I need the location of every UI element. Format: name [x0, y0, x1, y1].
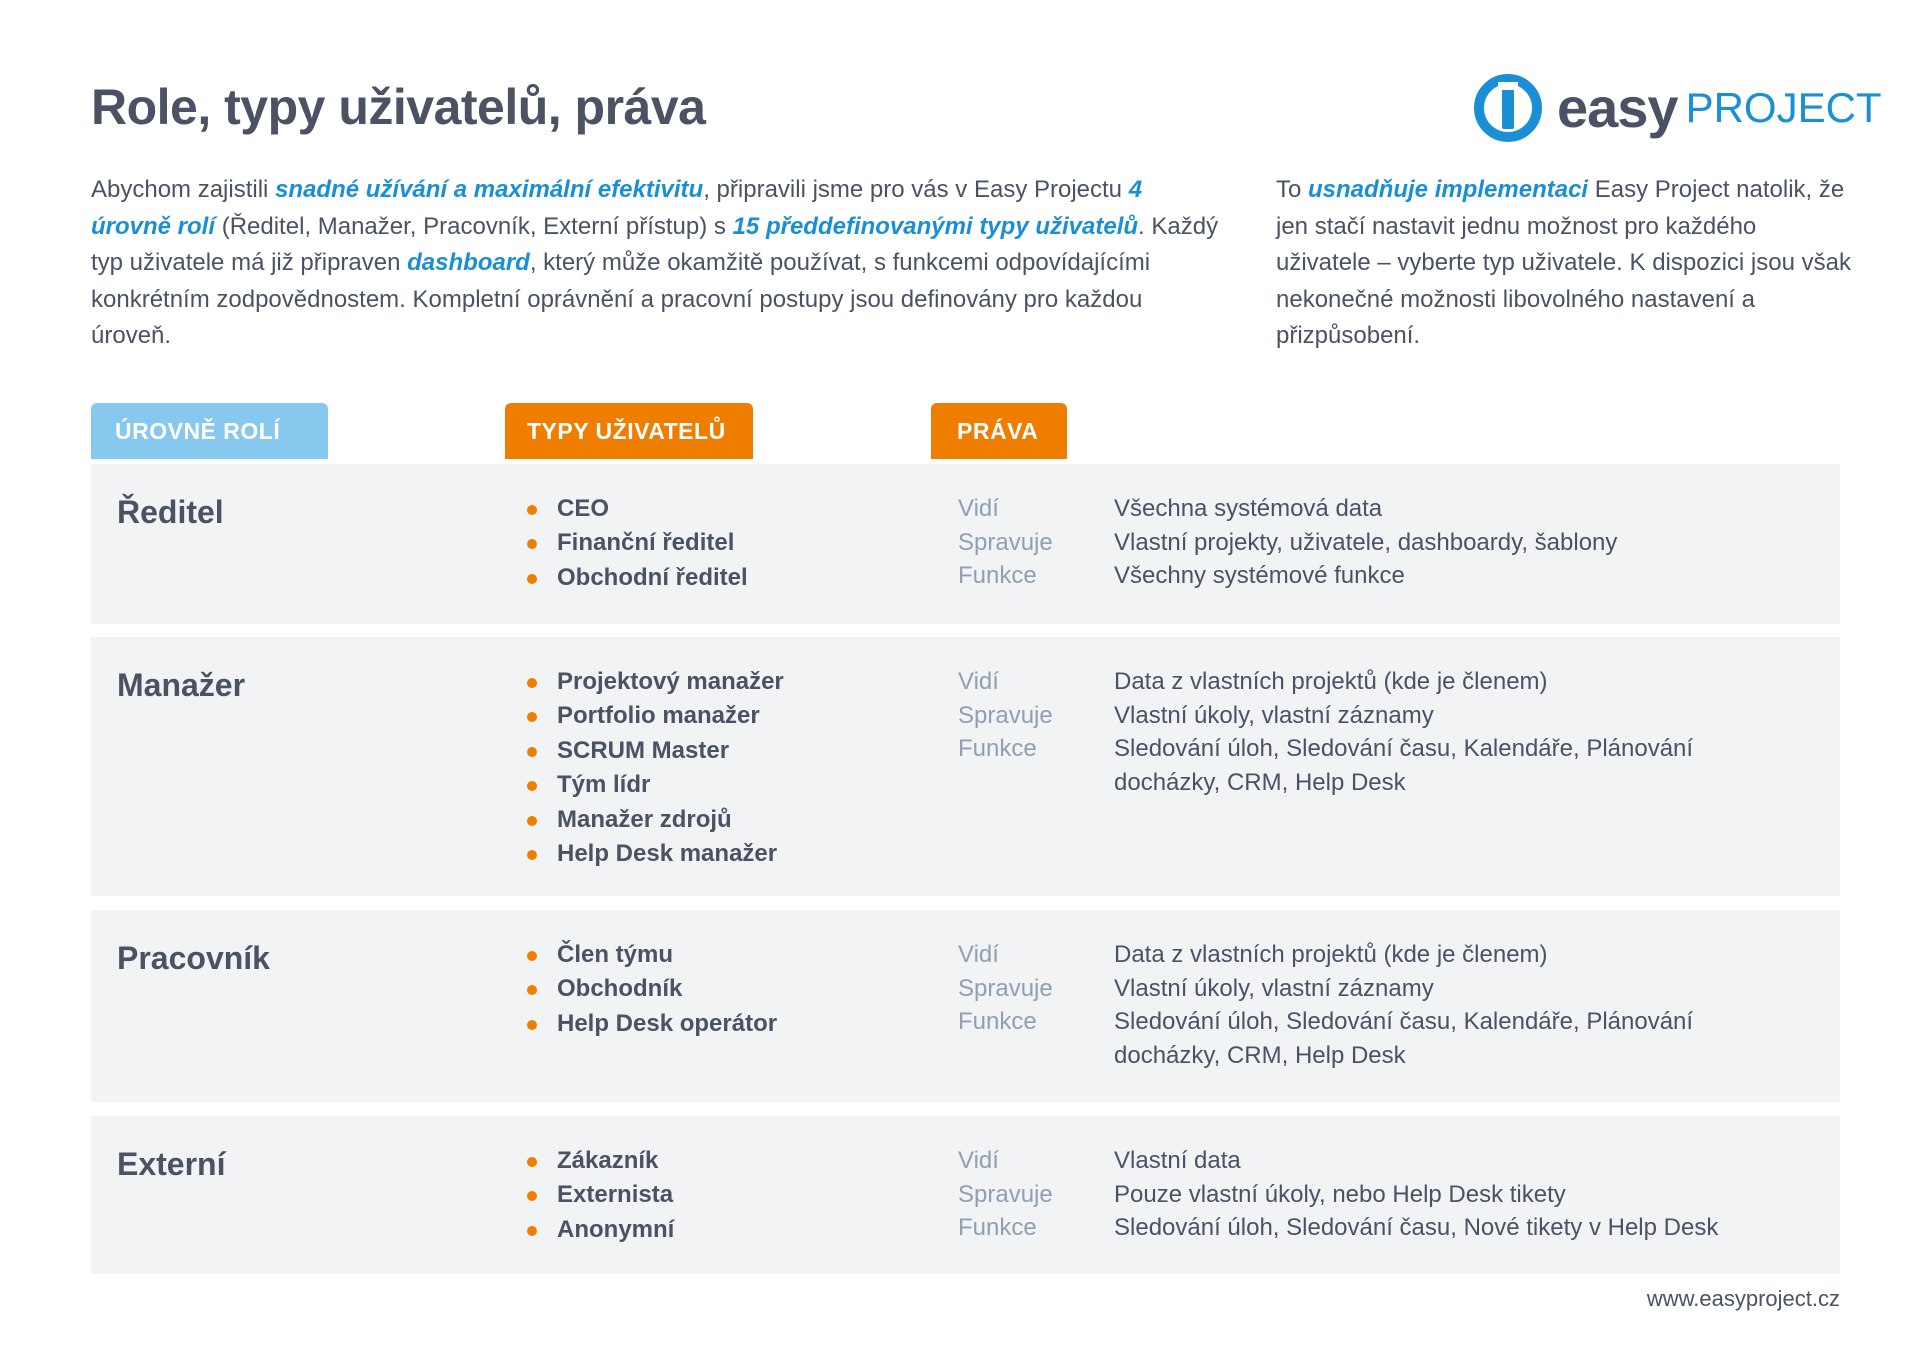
- bullet-icon: [527, 781, 537, 791]
- right-value-functions: Sledování úloh, Sledování času, Kalendáře, Plánování docházky, CRM, Help Desk: [1114, 1008, 1694, 1069]
- bullet-icon: [527, 816, 537, 826]
- rights-block: [958, 665, 1818, 799]
- user-type-item: Člen týmu: [527, 938, 777, 972]
- user-type-item: Help Desk manažer: [527, 837, 784, 871]
- user-type-item: Obchodník: [527, 972, 777, 1006]
- rights-block: [958, 1144, 1818, 1245]
- right-value-sees: Data z vlastních projektů (kde je členem): [1114, 668, 1548, 695]
- role-name: Ředitel: [117, 494, 224, 530]
- highlight-text: dashboard: [407, 249, 530, 276]
- right-value-functions: Sledování úloh, Sledování času, Kalendáře, Plánování docházky, CRM, Help Desk: [1114, 735, 1694, 796]
- user-type-item: Anonymní: [527, 1213, 674, 1247]
- right-label-functions: Funkce: [958, 1008, 1037, 1036]
- right-value-functions: Sledování úloh, Sledování času, Nové tikety v Help Desk: [1114, 1214, 1719, 1242]
- right-label-sees: Vidí: [958, 941, 999, 968]
- page-title: Role, typy uživatelů, práva: [91, 79, 706, 135]
- bullet-icon: [527, 747, 537, 757]
- easy-project-logo: [1473, 70, 1882, 146]
- right-label-manages: Spravuje: [958, 974, 1053, 1002]
- role-row-external: [91, 1116, 1840, 1274]
- right-value-sees: Všechna systémová data: [1114, 495, 1383, 522]
- user-type-item: Manažer zdrojů: [527, 803, 784, 837]
- highlight-text: snadné užívání a maximální efektivitu: [275, 176, 704, 203]
- highlight-text: 15 předdefinovanými typy uživatelů: [732, 212, 1139, 240]
- right-label-manages: Spravuje: [958, 1180, 1053, 1208]
- user-type-item: Tým lídr: [527, 768, 784, 802]
- easy-project-logo-icon: [1473, 73, 1543, 143]
- right-label-functions: Funkce: [958, 1214, 1037, 1242]
- bullet-icon: [527, 574, 537, 584]
- bullet-icon: [527, 712, 537, 722]
- right-label-sees: Vidí: [958, 1147, 999, 1174]
- role-name: Externí: [117, 1146, 226, 1182]
- user-type-item: Obchodní ředitel: [527, 561, 748, 595]
- bullet-icon: [527, 850, 537, 860]
- highlight-text: usnadňuje implementaci: [1308, 176, 1589, 203]
- rights-block: [958, 938, 1818, 1072]
- user-type-list: [527, 1144, 674, 1247]
- right-value-sees: Vlastní data: [1114, 1147, 1241, 1174]
- right-value-manages: Pouze vlastní úkoly, nebo Help Desk tikety: [1114, 1180, 1566, 1208]
- user-type-item: Help Desk operátor: [527, 1007, 777, 1041]
- right-label-manages: Spravuje: [958, 528, 1053, 556]
- bullet-icon: [527, 539, 537, 549]
- header-role-levels: ÚROVNĚ ROLÍ: [91, 403, 328, 459]
- user-type-item: Portfolio manažer: [527, 699, 784, 733]
- role-name: Pracovník: [117, 940, 270, 976]
- user-type-item: Externista: [527, 1178, 674, 1212]
- bullet-icon: [527, 951, 537, 961]
- user-type-list: [527, 938, 777, 1041]
- right-label-manages: Spravuje: [958, 701, 1053, 729]
- right-label-sees: Vidí: [958, 495, 999, 522]
- website-link[interactable]: www.easyproject.cz: [1646, 1286, 1840, 1311]
- logo-word-project: PROJECT: [1685, 84, 1882, 131]
- bullet-icon: [527, 505, 537, 515]
- user-type-item: Finanční ředitel: [527, 526, 748, 560]
- right-value-manages: Vlastní úkoly, vlastní záznamy: [1114, 701, 1434, 729]
- user-type-item: SCRUM Master: [527, 734, 784, 768]
- bullet-icon: [527, 1191, 537, 1201]
- header-rights: PRÁVA: [931, 403, 1067, 459]
- bullet-icon: [527, 678, 537, 688]
- role-name: Manažer: [117, 667, 246, 703]
- user-type-list: [527, 665, 784, 871]
- right-value-manages: Vlastní projekty, uživatele, dashboardy, šablony: [1114, 528, 1618, 556]
- role-row-worker: [91, 910, 1840, 1102]
- user-type-item: Projektový manažer: [527, 665, 784, 699]
- bullet-icon: [527, 1226, 537, 1236]
- right-value-manages: Vlastní úkoly, vlastní záznamy: [1114, 974, 1434, 1002]
- user-type-list: [527, 492, 748, 595]
- right-value-sees: Data z vlastních projektů (kde je členem): [1114, 941, 1548, 968]
- intro-right-paragraph: To usnadňuje implementaci Easy Project natolik, že jen stačí nastavit jednu možnost pro každého uživatele – vyberte typ uživatele. K dispozici jsou však nekonečné možnosti libovolného nastavení a přizpůsobení.: [1276, 176, 1851, 349]
- intro-left-paragraph: Abychom zajistili snadné užívání a maximální efektivitu, připravili jsme pro vás v Easy Projectu 4 úrovně rolí (Ředitel, Manažer, Pracovník, Externí přístup) s 15 předdefinovanými typy uživatelů. Každý typ uživatele má již připraven dashboard, který může okamžitě používat, s funkcemi odpovídajícími konkrétním zodpovědnostem. Kompletní oprávnění a pracovní postupy jsou definovány pro každou úroveň.: [91, 176, 1219, 349]
- user-type-item: Zákazník: [527, 1144, 674, 1178]
- logo-word-easy: easy: [1557, 76, 1678, 139]
- right-label-functions: Funkce: [958, 562, 1037, 590]
- rights-block: [958, 492, 1818, 593]
- header-user-types: TYPY UŽIVATELŮ: [505, 403, 753, 459]
- bullet-icon: [527, 985, 537, 995]
- role-row-director: [91, 464, 1840, 624]
- bullet-icon: [527, 1157, 537, 1167]
- right-label-sees: Vidí: [958, 668, 999, 695]
- bullet-icon: [527, 1020, 537, 1030]
- highlight-text: 4 úrovně rolí: [91, 176, 1143, 240]
- right-label-functions: Funkce: [958, 735, 1037, 763]
- right-value-functions: Všechny systémové funkce: [1114, 562, 1405, 590]
- role-row-manager: [91, 637, 1840, 896]
- user-type-item: CEO: [527, 492, 748, 526]
